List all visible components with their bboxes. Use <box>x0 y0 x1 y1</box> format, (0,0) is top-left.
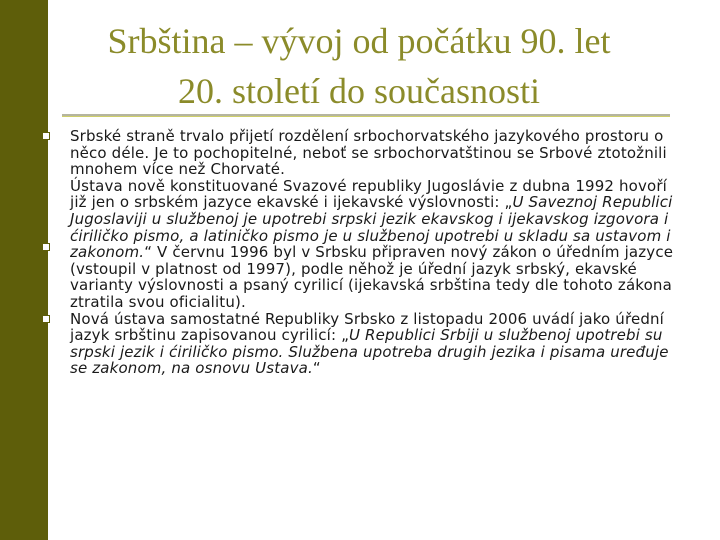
bullet-text-3b: “ <box>312 359 321 378</box>
title-line-1: Srbština – vývoj od počátku 90. let <box>107 21 611 61</box>
sidebar-decoration <box>0 0 48 540</box>
bullet-item-2 <box>70 178 686 311</box>
square-bullet-icon <box>42 315 50 323</box>
bullet-quote-3: U Republici Srbiji u službenoj upotrebi su srpski jezik i ćiriličko pismo. Službena upotreba drugih jezika i pisama uređuje se zakonom, na osnovu Ustava. <box>70 326 669 378</box>
bullet-item-3 <box>70 311 686 377</box>
bullet-text-2b: “ V červnu 1996 byl v Srbsku připraven nový zákon o úředním jazyce (vstoupil v platnost od 1997), podle něhož je úřední jazyk srbský, ekavské varianty výslovnosti a psaný cyrilicí (ijekavská srbština tedy dle tohoto zákona ztratila svou oficialitu). <box>70 243 674 311</box>
square-bullet-icon <box>42 243 50 251</box>
square-bullet-icon <box>42 132 50 140</box>
title-divider-accent <box>62 116 670 117</box>
bullet-quote-2: U Saveznoj Republici Jugoslaviji u službenoj je upotrebi srpski jezik ekavskog i ijekavskog izgovora i ćiriličko pismo, a latiničko pismo je u službenoj upotrebi u skladu sa ustavom i zakonom. <box>70 193 673 262</box>
bullet-item-1 <box>70 128 686 178</box>
title-line-2: 20. století do současnosti <box>178 71 540 111</box>
bullet-text-1: Srbské straně trvalo přijetí rozdělení srbochorvatského jazykového prostoru o něco déle. Je to pochopitelné, neboť se srbochorvatštinou se Srbové ztotožnili mnohem více než Chorvaté. <box>70 127 667 179</box>
bullet-list <box>70 128 686 377</box>
slide-title <box>48 16 670 116</box>
bullet-text-2a: Ústava nově konstituované Svazové republiky Jugoslávie z dubna 1992 hovoří již jen o srbském jazyce ekavské i ijekavské výslovnosti: „ <box>70 176 667 212</box>
bullet-text-3a: Nová ústava samostatné Republiky Srbsko z listopadu 2006 uvádí jako úřední jazyk srbštinu zapisovanou cyrilicí: „ <box>70 309 664 345</box>
